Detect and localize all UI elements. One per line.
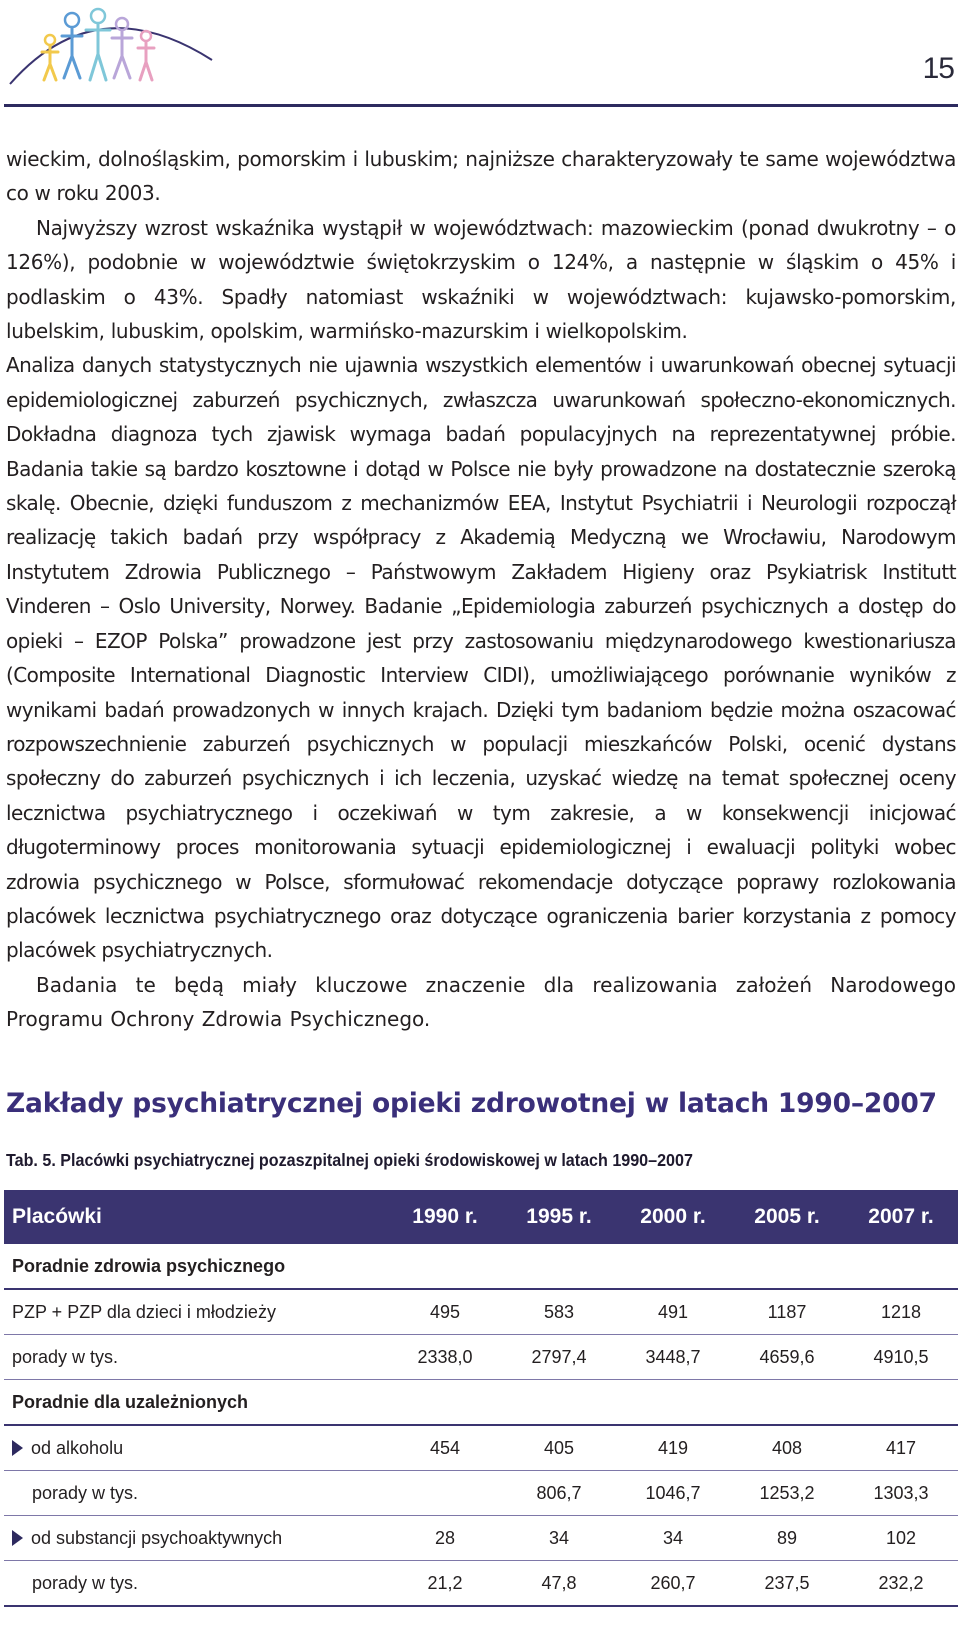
table-cell: 495 bbox=[388, 1289, 502, 1335]
table-cell: 232,2 bbox=[844, 1561, 958, 1607]
row-label-cell bbox=[4, 1516, 388, 1561]
table-cell: 3448,7 bbox=[616, 1335, 730, 1380]
column-header: 2007 r. bbox=[844, 1190, 958, 1244]
section-title: Poradnie dla uzależnionych bbox=[4, 1380, 958, 1426]
column-header: 2000 r. bbox=[616, 1190, 730, 1244]
row-label: porady w tys. bbox=[4, 1335, 388, 1380]
row-label-cell bbox=[4, 1425, 388, 1471]
table-cell: 2797,4 bbox=[502, 1335, 616, 1380]
page-header bbox=[0, 0, 960, 112]
table-row bbox=[4, 1561, 958, 1607]
table-cell: 454 bbox=[388, 1425, 502, 1471]
header-rule bbox=[4, 104, 958, 107]
table-row bbox=[4, 1335, 958, 1380]
row-label: PZP + PZP dla dzieci i młodzieży bbox=[4, 1289, 388, 1335]
paragraph: Najwyższy wzrost wskaźnika wystąpił w województwach: mazowieckim (ponad dwukrotny – o 126%), podobnie w województwie świętokrzyskim o 124%, a następnie w śląskim o 45% i podlaskim o 43%. Spadły natomiast wskaźniki w województwach: kujawsko-pomorskim, lubelskim, lubuskim, opolskim, warmińsko-mazurskim i wielkopolskim. bbox=[6, 215, 956, 344]
table-cell: 102 bbox=[844, 1516, 958, 1561]
table-row bbox=[4, 1425, 958, 1471]
table-cell: 89 bbox=[730, 1516, 844, 1561]
table-cell: 260,7 bbox=[616, 1561, 730, 1607]
body-text bbox=[6, 142, 956, 1037]
table-row bbox=[4, 1471, 958, 1516]
table-cell bbox=[388, 1471, 502, 1516]
row-label: porady w tys. bbox=[4, 1561, 388, 1607]
section-heading: Zakłady psychiatrycznej opieki zdrowotnej w latach 1990–2007 bbox=[6, 1088, 937, 1119]
table-cell: 47,8 bbox=[502, 1561, 616, 1607]
table-caption: Tab. 5. Placówki psychiatrycznej pozaszpitalnej opieki środowiskowej w latach 1990–2007 bbox=[6, 1150, 693, 1170]
row-label: porady w tys. bbox=[4, 1471, 388, 1516]
table-row bbox=[4, 1516, 958, 1561]
table-cell: 1218 bbox=[844, 1289, 958, 1335]
row-label: od substancji psychoaktywnych bbox=[31, 1527, 283, 1548]
data-table bbox=[4, 1190, 958, 1607]
table-cell: 491 bbox=[616, 1289, 730, 1335]
table-cell: 806,7 bbox=[502, 1471, 616, 1516]
column-header: 2005 r. bbox=[730, 1190, 844, 1244]
table-cell: 2338,0 bbox=[388, 1335, 502, 1380]
paragraph: Analiza danych statystycznych nie ujawnia wszystkich elementów i uwarunkowań obecnej sytuacji epidemiologicznej zaburzeń psychicznych, zwłaszcza uwarunkowań społeczno-ekonomicznych. Dokładna diagnoza tych zjawisk wymaga badań populacyjnych na reprezentatywnej próbie. Badania takie są bardzo kosztowne i dotąd w Polsce nie były prowadzone na dostatecznie szeroką skalę. Obecnie, dzięki funduszom z mechanizmów EEA, Instytut Psychiatrii i Neurologii rozpoczął realizację takich badań przy współpracy z Akademią Medyczną we Wrocławiu, Narodowym Instytutem Zdrowia Publicznego – Państwowym Zakładem Higieny oraz Psykiatrisk Institutt Vinderen – Oslo University, Norwey. Badanie „Epidemiologia zaburzeń psychicznych a dostęp do opieki – EZOP Polska” prowadzone jest przy zastosowaniu międzynarodowego kwestionariusza (Composite International Diagnostic Interview CIDI), umożliwiającego porównanie wyników z wynikami badań prowadzonych w innych krajach. Dzięki tym badaniom będzie można oszacować rozpowszechnienie zaburzeń psychicznych w populacji mieszkańców Polski, ocenić dystans społeczny do zaburzeń psychicznych i ich leczenia, uzyskać wiedzę na temat społecznej oceny lecznictwa psychiatrycznego i oczekiwań w tym zakresie, a w konsekwencji inicjować długoterminowy proces monitorowania sytuacji epidemiologicznej i ewaluacji polityki wobec zdrowia psychicznego w Polsce, sformułować rekomendacje dotyczące poprawy rozlokowania placówek lecznictwa psychiatrycznego oraz dotyczące ograniczenia barier korzystania z pomocy placówek psychiatrycznych. bbox=[6, 353, 956, 963]
table-cell: 417 bbox=[844, 1425, 958, 1471]
table-section-row bbox=[4, 1244, 958, 1289]
table-cell: 1187 bbox=[730, 1289, 844, 1335]
table-cell: 4659,6 bbox=[730, 1335, 844, 1380]
section-title: Poradnie zdrowia psychicznego bbox=[4, 1244, 958, 1289]
triangle-bullet-icon bbox=[12, 1530, 23, 1546]
paragraph: Badania te będą miały kluczowe znaczenie dla realizowania założeń Narodowego Programu Ochrony Zdrowia Psychicznego. bbox=[6, 972, 956, 1032]
table-cell: 21,2 bbox=[388, 1561, 502, 1607]
table-cell: 28 bbox=[388, 1516, 502, 1561]
page-number: 15 bbox=[922, 52, 954, 85]
table-cell: 1253,2 bbox=[730, 1471, 844, 1516]
column-header: 1990 r. bbox=[388, 1190, 502, 1244]
table-cell: 408 bbox=[730, 1425, 844, 1471]
table-cell: 1303,3 bbox=[844, 1471, 958, 1516]
triangle-bullet-icon bbox=[12, 1440, 23, 1456]
table-cell: 419 bbox=[616, 1425, 730, 1471]
table-cell: 34 bbox=[502, 1516, 616, 1561]
table-cell: 34 bbox=[616, 1516, 730, 1561]
row-label: od alkoholu bbox=[31, 1437, 124, 1458]
table-section-row bbox=[4, 1380, 958, 1426]
column-header: 1995 r. bbox=[502, 1190, 616, 1244]
table-cell: 405 bbox=[502, 1425, 616, 1471]
family-logo-icon bbox=[6, 0, 220, 86]
table-cell: 237,5 bbox=[730, 1561, 844, 1607]
paragraph: wieckim, dolnośląskim, pomorskim i lubuskim; najniższe charakteryzowały te same województwa co w roku 2003. bbox=[6, 147, 956, 206]
table-cell: 583 bbox=[502, 1289, 616, 1335]
table-header-row bbox=[4, 1190, 958, 1244]
table-row bbox=[4, 1289, 958, 1335]
table-cell: 1046,7 bbox=[616, 1471, 730, 1516]
table-cell: 4910,5 bbox=[844, 1335, 958, 1380]
column-header: Placówki bbox=[4, 1190, 388, 1244]
